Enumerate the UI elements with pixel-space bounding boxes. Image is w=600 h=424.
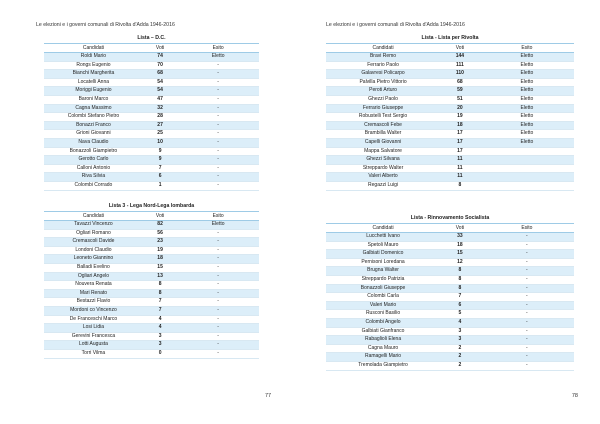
vote-count: 18	[440, 121, 480, 130]
col-votes: Voti	[143, 44, 177, 53]
table-row	[326, 95, 574, 104]
outcome: -	[177, 113, 259, 122]
candidate-name: Leoneto Giannino	[44, 255, 143, 264]
outcome: -	[480, 293, 574, 302]
vote-count: 111	[440, 61, 480, 70]
candidate-name: Galbiati Gianfranco	[326, 327, 440, 336]
outcome: -	[480, 241, 574, 250]
table-row	[44, 78, 259, 87]
candidate-name: Bravi Remo	[326, 53, 440, 62]
vote-count: 4	[143, 324, 177, 333]
vote-count: 54	[143, 87, 177, 96]
vote-count: 68	[440, 78, 480, 87]
vote-count: 2	[440, 361, 480, 370]
candidate-name: Tremolada Giampietro	[326, 361, 440, 370]
vote-count: 23	[143, 238, 177, 247]
results-table	[326, 224, 574, 371]
vote-count: 32	[143, 104, 177, 113]
col-votes: Voti	[440, 44, 480, 53]
table-row	[326, 164, 574, 173]
table-row	[326, 130, 574, 139]
col-candidate: Candidati	[326, 224, 440, 233]
table-row	[44, 229, 259, 238]
candidate-name: Cagna Mauro	[326, 344, 440, 353]
candidate-name: Balladi Evelino	[44, 263, 143, 272]
vote-count: 27	[143, 121, 177, 130]
vote-count: 8	[440, 181, 480, 190]
vote-count: 17	[440, 130, 480, 139]
vote-count: 11	[440, 173, 480, 182]
table-row	[44, 113, 259, 122]
table-title: Lista - Lista per Rivolta	[326, 33, 574, 44]
vote-count: 2	[440, 344, 480, 353]
candidate-name: Cremascoli Febe	[326, 121, 440, 130]
vote-count: 10	[143, 138, 177, 147]
outcome: -	[177, 138, 259, 147]
table-row	[44, 289, 259, 298]
table-row	[44, 156, 259, 165]
vote-count: 12	[440, 258, 480, 267]
col-votes: Voti	[440, 224, 480, 233]
candidate-name: Mari Renato	[44, 289, 143, 298]
candidate-name: Colombi Stefano Pietro	[44, 113, 143, 122]
vote-count: 6	[440, 301, 480, 310]
outcome: -	[480, 344, 574, 353]
outcome: -	[177, 306, 259, 315]
table-row	[44, 272, 259, 281]
col-outcome: Esito	[480, 224, 574, 233]
outcome: -	[177, 289, 259, 298]
table-row	[44, 130, 259, 139]
candidate-name: Nouvera Renata	[44, 281, 143, 290]
candidate-name: Mordoni co Vincenzo	[44, 306, 143, 315]
table-row	[326, 284, 574, 293]
table-row	[44, 95, 259, 104]
candidate-name: Torri Vilma	[44, 349, 143, 358]
table-row	[44, 324, 259, 333]
candidate-name: Palvilla Pietro Vittorio	[326, 78, 440, 87]
candidate-name: Moriggi Eugenio	[44, 87, 143, 96]
table-row	[326, 293, 574, 302]
outcome: -	[177, 164, 259, 173]
outcome: -	[177, 70, 259, 79]
col-outcome: Esito	[480, 44, 574, 53]
outcome: -	[480, 250, 574, 259]
vote-count: 17	[440, 147, 480, 156]
outcome: -	[177, 61, 259, 70]
candidate-name: Colombi Angelo	[326, 318, 440, 327]
outcome	[480, 173, 574, 182]
vote-count: 9	[143, 147, 177, 156]
right-page	[300, 0, 600, 424]
vote-count: 7	[143, 164, 177, 173]
vote-count: 3	[143, 332, 177, 341]
vote-count: 11	[440, 164, 480, 173]
table-dc	[44, 33, 259, 191]
outcome: -	[480, 336, 574, 345]
candidate-name: Bonazzoli Giuseppe	[326, 284, 440, 293]
candidate-name: Grioni Giovanni	[44, 130, 143, 139]
candidate-name: Losi Lidia	[44, 324, 143, 333]
candidate-name: Ferrario Paolo	[326, 61, 440, 70]
table-row	[326, 181, 574, 190]
candidate-name: Colombi Carla	[326, 293, 440, 302]
table-row	[44, 332, 259, 341]
outcome: -	[177, 281, 259, 290]
table-row	[326, 361, 574, 370]
outcome: -	[177, 181, 259, 190]
table-row	[326, 78, 574, 87]
vote-count: 18	[143, 255, 177, 264]
candidate-name: Londoni Claudio	[44, 246, 143, 255]
page-number-right: 78	[571, 393, 578, 399]
outcome	[480, 181, 574, 190]
outcome: Eletto	[480, 70, 574, 79]
outcome: -	[480, 301, 574, 310]
vote-count: 74	[143, 53, 177, 62]
outcome: -	[480, 361, 574, 370]
table-row	[44, 53, 259, 62]
table-row	[326, 113, 574, 122]
table-row	[326, 70, 574, 79]
table-title: Lista – D.C.	[44, 33, 259, 44]
running-head-left: Le elezioni e i governi comunali di Rivolta d'Adda 1946-2016	[36, 22, 175, 28]
vote-count: 8	[440, 284, 480, 293]
candidate-name: Rongs Eugenio	[44, 61, 143, 70]
outcome: -	[480, 275, 574, 284]
candidate-name: Mappa Salvatore	[326, 147, 440, 156]
candidate-name: Ogliari Angelo	[44, 272, 143, 281]
candidate-name: Ogliari Romano	[44, 229, 143, 238]
vote-count: 8	[143, 289, 177, 298]
outcome: -	[177, 121, 259, 130]
vote-count: 3	[440, 336, 480, 345]
candidate-name: Ferrario Giuseppe	[326, 104, 440, 113]
table-row	[44, 70, 259, 79]
outcome: -	[480, 353, 574, 362]
outcome: -	[177, 130, 259, 139]
table-row	[44, 181, 259, 190]
vote-count: 51	[440, 95, 480, 104]
vote-count: 144	[440, 53, 480, 62]
outcome: -	[177, 263, 259, 272]
table-rivolta	[326, 33, 574, 191]
candidate-name: Spetoli Mauro	[326, 241, 440, 250]
table-title: Lista 3 - Lega Nord-Lega lombarda	[44, 201, 259, 212]
outcome: -	[177, 272, 259, 281]
table-row	[326, 344, 574, 353]
outcome: Eletto	[480, 95, 574, 104]
candidate-name: Bianchi Margherita	[44, 70, 143, 79]
table-row	[326, 233, 574, 242]
table-row	[326, 336, 574, 345]
table-row	[44, 306, 259, 315]
outcome	[480, 147, 574, 156]
table-row	[44, 121, 259, 130]
vote-count: 15	[440, 250, 480, 259]
outcome: Eletto	[480, 87, 574, 96]
table-row	[326, 87, 574, 96]
table-row	[326, 275, 574, 284]
outcome: Eletto	[480, 78, 574, 87]
candidate-name: Bonazzoli Giampietro	[44, 147, 143, 156]
table-row	[326, 250, 574, 259]
outcome: -	[480, 327, 574, 336]
vote-count: 25	[143, 130, 177, 139]
outcome: -	[177, 238, 259, 247]
candidate-name: Calloni Antonio	[44, 164, 143, 173]
candidate-name: Cagna Massimo	[44, 104, 143, 113]
vote-count: 8	[440, 267, 480, 276]
vote-count: 82	[143, 221, 177, 230]
outcome: -	[177, 95, 259, 104]
table-row	[44, 263, 259, 272]
table-title: Lista - Rinnovamento Socialista	[326, 213, 574, 224]
candidate-name: Cremascoli Davide	[44, 238, 143, 247]
col-outcome: Esito	[177, 44, 259, 53]
vote-count: 18	[440, 241, 480, 250]
vote-count: 3	[440, 327, 480, 336]
outcome: -	[177, 349, 259, 358]
candidate-name: De Franceschi Marco	[44, 315, 143, 324]
results-table	[326, 44, 574, 191]
col-votes: Voti	[143, 212, 177, 221]
outcome: Eletto	[480, 113, 574, 122]
table-row	[326, 61, 574, 70]
vote-count: 1	[143, 181, 177, 190]
outcome: -	[480, 258, 574, 267]
table-row	[326, 301, 574, 310]
candidate-name: Lucchetti Ivano	[326, 233, 440, 242]
candidate-name: Valeri Alberto	[326, 173, 440, 182]
table-row	[44, 238, 259, 247]
candidate-name: Tavazzi Vincenzo	[44, 221, 143, 230]
vote-count: 56	[143, 229, 177, 238]
table-row	[44, 281, 259, 290]
outcome: -	[177, 156, 259, 165]
col-outcome: Esito	[177, 212, 259, 221]
table-row	[44, 255, 259, 264]
table-row	[326, 104, 574, 113]
table-row	[44, 173, 259, 182]
candidate-name: Locatelli Anna	[44, 78, 143, 87]
table-row	[326, 138, 574, 147]
outcome: Eletto	[480, 61, 574, 70]
candidate-name: Pernisoni Loredana	[326, 258, 440, 267]
candidate-name: Brambilla Walter	[326, 130, 440, 139]
results-table	[44, 44, 259, 191]
candidate-name: Roldi Mario	[44, 53, 143, 62]
vote-count: 19	[143, 246, 177, 255]
vote-count: 5	[440, 310, 480, 319]
outcome: Eletto	[480, 121, 574, 130]
candidate-name: Valeri Mario	[326, 301, 440, 310]
vote-count: 8	[440, 275, 480, 284]
vote-count: 20	[440, 104, 480, 113]
table-row	[326, 258, 574, 267]
page-number-left: 77	[265, 393, 272, 399]
outcome: -	[177, 104, 259, 113]
vote-count: 7	[143, 306, 177, 315]
vote-count: 17	[440, 138, 480, 147]
vote-count: 19	[440, 113, 480, 122]
outcome: -	[177, 173, 259, 182]
table-row	[44, 315, 259, 324]
table-row	[326, 310, 574, 319]
candidate-name: Colombi Corrado	[44, 181, 143, 190]
outcome: -	[177, 147, 259, 156]
candidate-name: Regazzi Luigi	[326, 181, 440, 190]
table-row	[326, 53, 574, 62]
outcome: -	[480, 284, 574, 293]
candidate-name: Bestazzi Flavio	[44, 298, 143, 307]
outcome: -	[177, 78, 259, 87]
vote-count: 7	[440, 293, 480, 302]
candidate-name: Streppardo Patrizia	[326, 275, 440, 284]
table-row	[44, 147, 259, 156]
outcome: Eletto	[177, 221, 259, 230]
outcome: -	[177, 87, 259, 96]
table-row	[44, 61, 259, 70]
candidate-name: Ramagelli Mario	[326, 353, 440, 362]
table-row	[44, 298, 259, 307]
table-row	[326, 241, 574, 250]
outcome: Eletto	[177, 53, 259, 62]
outcome: -	[480, 233, 574, 242]
vote-count: 3	[143, 341, 177, 350]
vote-count: 6	[143, 173, 177, 182]
outcome: -	[177, 246, 259, 255]
candidate-name: Galbiati Domenico	[326, 250, 440, 259]
vote-count: 13	[143, 272, 177, 281]
col-candidate: Candidati	[44, 212, 143, 221]
outcome: Eletto	[480, 138, 574, 147]
candidate-name: Gerotto Carlo	[44, 156, 143, 165]
candidate-name: Rusconi Basilio	[326, 310, 440, 319]
outcome: -	[480, 267, 574, 276]
vote-count: 15	[143, 263, 177, 272]
table-row	[44, 104, 259, 113]
vote-count: 0	[143, 349, 177, 358]
vote-count: 11	[440, 156, 480, 165]
candidate-name: Riva Silvia	[44, 173, 143, 182]
candidate-name: Brugna Walter	[326, 267, 440, 276]
table-row	[326, 147, 574, 156]
results-table	[44, 212, 259, 359]
table-row	[326, 267, 574, 276]
vote-count: 4	[143, 315, 177, 324]
candidate-name: Nava Claudio	[44, 138, 143, 147]
outcome: Eletto	[480, 130, 574, 139]
table-row	[44, 341, 259, 350]
table-row	[326, 173, 574, 182]
outcome: -	[480, 318, 574, 327]
candidate-name: Ghezzi Silvana	[326, 156, 440, 165]
col-candidate: Candidati	[44, 44, 143, 53]
table-row	[44, 246, 259, 255]
candidate-name: Streppardo Walter	[326, 164, 440, 173]
vote-count: 110	[440, 70, 480, 79]
candidate-name: Rabaglioli Elena	[326, 336, 440, 345]
running-head-right: Le elezioni e i governi comunali di Rivolta d'Adda 1946-2016	[326, 22, 465, 28]
outcome: -	[177, 229, 259, 238]
candidate-name: Robustelli Test Sergio	[326, 113, 440, 122]
vote-count: 7	[143, 298, 177, 307]
table-row	[44, 87, 259, 96]
vote-count: 8	[143, 281, 177, 290]
table-row	[326, 353, 574, 362]
outcome: -	[480, 310, 574, 319]
outcome	[480, 156, 574, 165]
outcome: Eletto	[480, 104, 574, 113]
table-row	[44, 138, 259, 147]
table-row	[44, 221, 259, 230]
outcome: -	[177, 315, 259, 324]
outcome: -	[177, 255, 259, 264]
col-candidate: Candidati	[326, 44, 440, 53]
outcome: -	[177, 324, 259, 333]
table-row	[326, 318, 574, 327]
vote-count: 2	[440, 353, 480, 362]
outcome: -	[177, 332, 259, 341]
table-lega	[44, 201, 259, 359]
candidate-name: Peroti Arturo	[326, 87, 440, 96]
vote-count: 59	[440, 87, 480, 96]
candidate-name: Bonazzi Franco	[44, 121, 143, 130]
vote-count: 68	[143, 70, 177, 79]
vote-count: 54	[143, 78, 177, 87]
outcome: -	[177, 341, 259, 350]
table-row	[44, 164, 259, 173]
table-row	[326, 156, 574, 165]
vote-count: 33	[440, 233, 480, 242]
candidate-name: Baroni Marco	[44, 95, 143, 104]
candidate-name: Ghezzi Paolo	[326, 95, 440, 104]
candidate-name: Galavresi Policarpo	[326, 70, 440, 79]
table-socialista	[326, 213, 574, 371]
vote-count: 70	[143, 61, 177, 70]
vote-count: 4	[440, 318, 480, 327]
vote-count: 28	[143, 113, 177, 122]
table-row	[326, 121, 574, 130]
vote-count: 47	[143, 95, 177, 104]
candidate-name: Lotti Augusta	[44, 341, 143, 350]
candidate-name: Gerevini Francesca	[44, 332, 143, 341]
vote-count: 9	[143, 156, 177, 165]
candidate-name: Capelli Giovanni	[326, 138, 440, 147]
outcome: -	[177, 298, 259, 307]
outcome: Eletto	[480, 53, 574, 62]
outcome	[480, 164, 574, 173]
table-row	[326, 327, 574, 336]
table-row	[44, 349, 259, 358]
